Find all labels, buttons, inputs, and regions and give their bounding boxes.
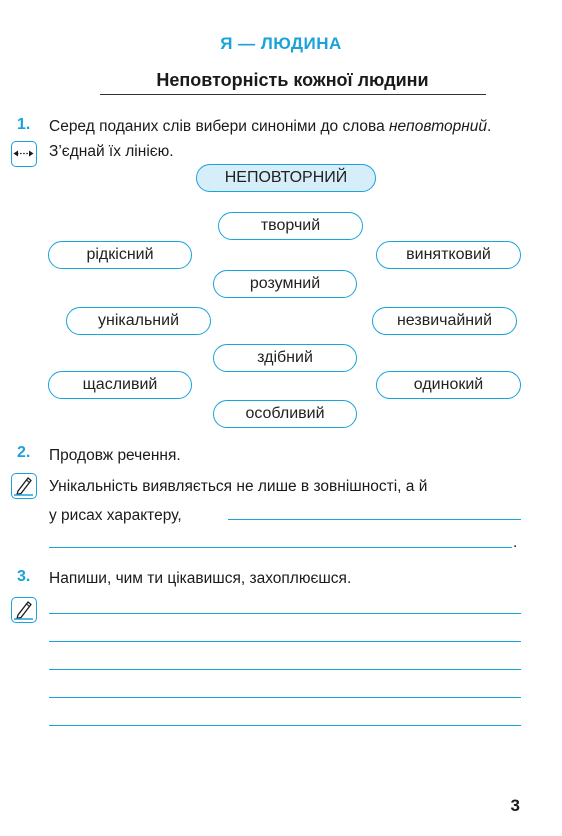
word-box-vyniatkovyi[interactable]: винятковий: [376, 241, 521, 269]
task-3-instruction: Напиши, чим ти цікавишся, захоплюєшся.: [49, 570, 352, 587]
word-box-shchaslyvyi[interactable]: щасливий: [48, 371, 192, 399]
word-box-nezvychainyi[interactable]: незвичайний: [372, 307, 517, 335]
answer-line[interactable]: [228, 519, 521, 520]
answer-line[interactable]: [49, 697, 521, 698]
word-box-tvorchyi[interactable]: творчий: [218, 212, 363, 240]
word-box-odynokyi[interactable]: одинокий: [376, 371, 521, 399]
answer-line[interactable]: [49, 613, 521, 614]
word-box-rozumnyi[interactable]: розумний: [213, 270, 357, 298]
answer-line[interactable]: [49, 669, 521, 670]
answer-line[interactable]: [49, 641, 521, 642]
section-title: Я — ЛЮДИНА: [220, 34, 342, 53]
main-word-box: НЕПОВТОРНИЙ: [196, 164, 376, 192]
page-title: Неповторність кожної людини: [156, 70, 429, 90]
page-number: 3: [510, 796, 520, 815]
task-2-instruction: Продовж речення.: [49, 447, 181, 464]
word-box-osoblyvyi[interactable]: особливий: [213, 400, 357, 428]
title-underline: [100, 94, 486, 95]
answer-line[interactable]: [49, 547, 512, 548]
word-box-zdibnyi[interactable]: здібний: [213, 344, 357, 372]
answer-line[interactable]: [49, 725, 521, 726]
task-3-number: 3.: [17, 568, 31, 585]
connect-arrows-icon: [11, 141, 37, 167]
word-box-unikalnyi[interactable]: унікальний: [66, 307, 211, 335]
sentence-end-period: .: [513, 534, 518, 551]
pencil-write-icon: [11, 597, 37, 623]
task-2-sentence-line-1: Унікальність виявляється не лише в зовнішності, а й: [49, 478, 428, 495]
task-1-text: Серед поданих слів вибери синоніми до слова неповторний. З’єднай їх лінією.: [49, 118, 492, 160]
pencil-write-icon: [11, 473, 37, 499]
task-1-number: 1.: [17, 116, 31, 133]
word-box-ridkisnyi[interactable]: рідкісний: [48, 241, 192, 269]
task-2-sentence-line-2: у рисах характеру,: [49, 507, 182, 524]
task-2-number: 2.: [17, 444, 31, 461]
